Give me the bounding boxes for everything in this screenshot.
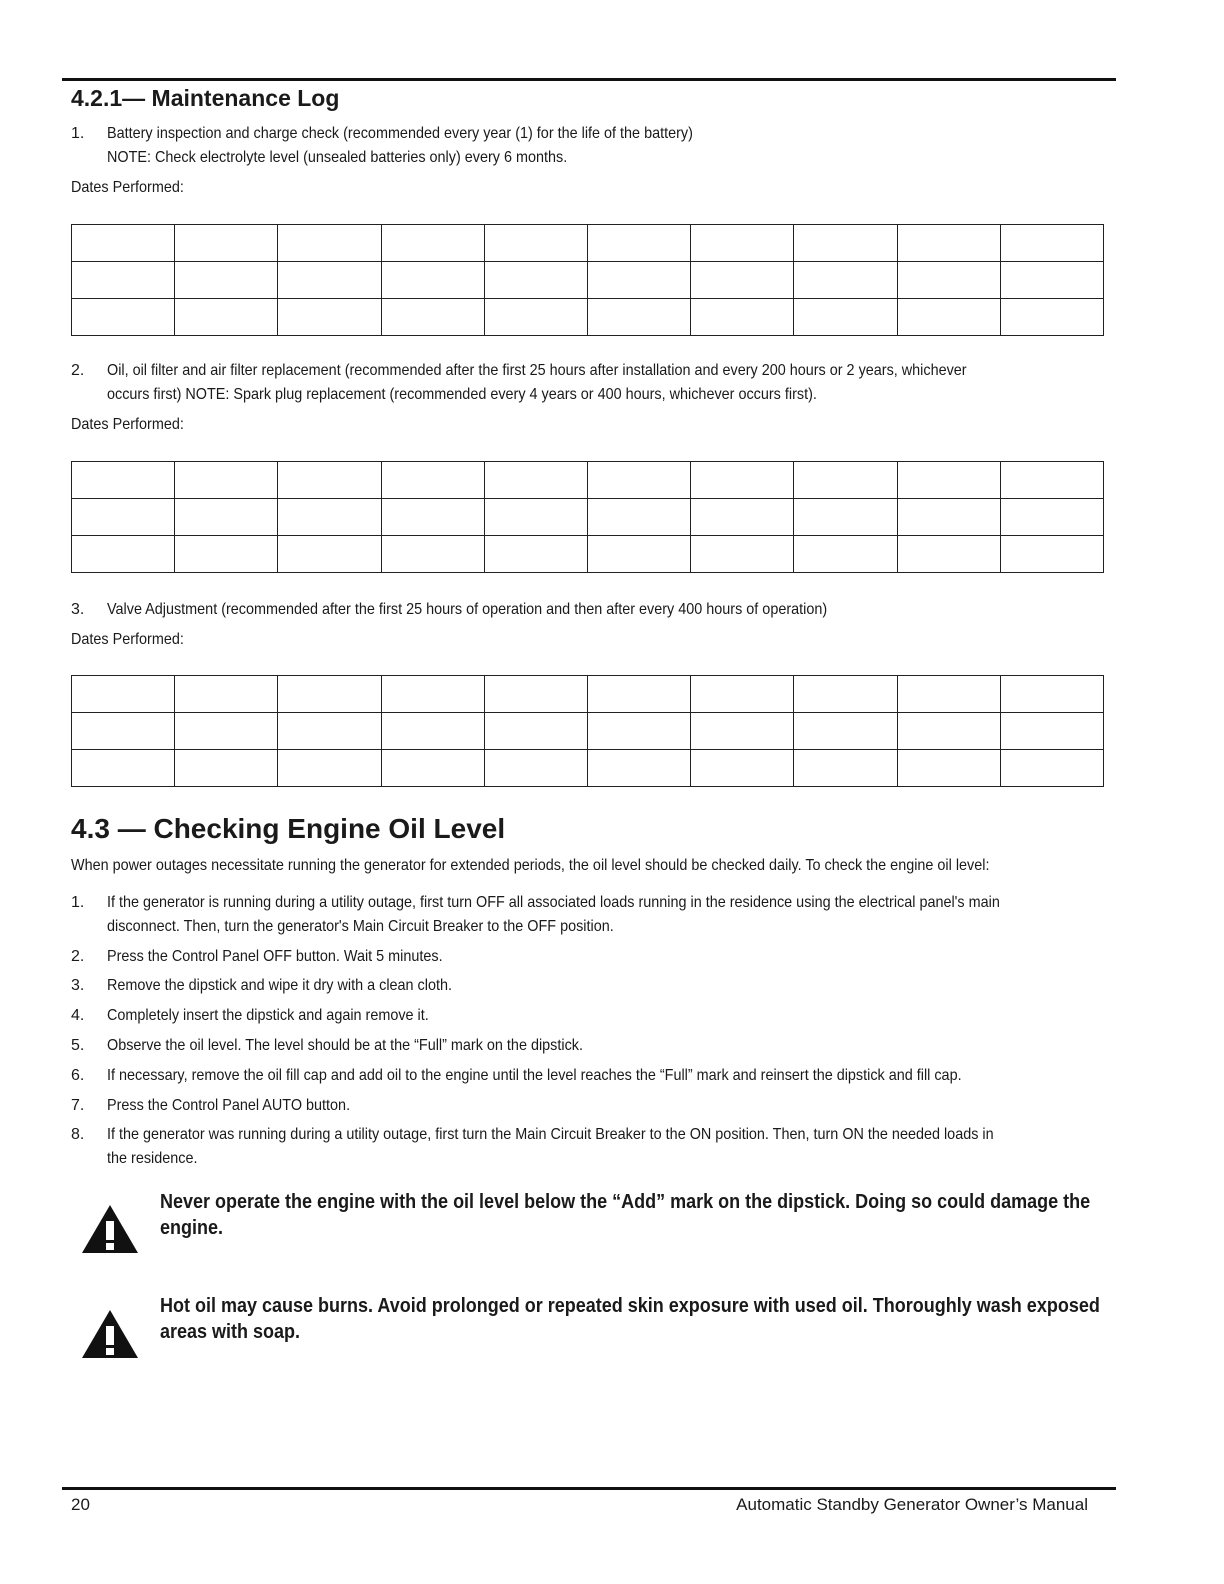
step-text: If the generator is running during a utility outage, first turn OFF all associated loads running in the residence using the electrical panel's main: [107, 894, 1000, 911]
footer-rule: [62, 1487, 1116, 1490]
step-text: Observe the oil level. The level should be at the “Full” mark on the dipstick.: [107, 1037, 583, 1054]
maintenance-log-table-battery: [71, 224, 1104, 336]
item-number: 1.: [71, 125, 85, 142]
step-number: 6.: [71, 1067, 85, 1084]
top-rule: [62, 78, 1116, 81]
step-text: If the generator was running during a utility outage, first turn the Main Circuit Breaker to the ON position. Then, turn ON the needed loads in: [107, 1126, 994, 1143]
warning-text: Hot oil may cause burns. Avoid prolonged or repeated skin exposure with used oil. Thoroughly wash exposed: [160, 1295, 1100, 1317]
step-number: 2.: [71, 948, 85, 965]
warning-text: Never operate the engine with the oil level below the “Add” mark on the dipstick. Doing so could damage the: [160, 1191, 1091, 1213]
step-text: Remove the dipstick and wipe it dry with a clean cloth.: [107, 977, 452, 994]
warning-triangle-icon: [80, 1203, 140, 1255]
warning-text: engine.: [160, 1217, 224, 1239]
step-number: 8.: [71, 1126, 85, 1143]
checking-oil-heading: 4.3 — Checking Engine Oil Level: [71, 813, 506, 844]
maintenance-log-heading: 4.2.1— Maintenance Log: [71, 85, 340, 111]
warning-text: areas with soap.: [160, 1321, 301, 1343]
maintenance-log-table-oil: [71, 461, 1104, 573]
item-number: 2.: [71, 362, 85, 379]
step-number: 1.: [71, 894, 85, 911]
step-text: disconnect. Then, turn the generator's Main Circuit Breaker to the OFF position.: [107, 918, 614, 935]
page-number: 20: [71, 1495, 90, 1514]
table-row: [72, 676, 1104, 713]
dates-performed-label: Dates Performed:: [71, 179, 184, 196]
intro-paragraph: When power outages necessitate running the generator for extended periods, the oil level should be checked daily. To check the engine oil level:: [71, 857, 990, 874]
item-note: NOTE: Check electrolyte level (unsealed batteries only) every 6 months.: [107, 149, 568, 166]
table-row: [72, 225, 1104, 262]
dates-performed-label: Dates Performed:: [71, 631, 184, 648]
manual-title: Automatic Standby Generator Owner’s Manual: [736, 1495, 1088, 1514]
warning-triangle-icon: [80, 1308, 140, 1360]
table-row: [72, 299, 1104, 336]
step-number: 7.: [71, 1097, 85, 1114]
item-number: 3.: [71, 601, 85, 618]
table-row: [72, 536, 1104, 573]
step-number: 5.: [71, 1037, 85, 1054]
table-row: [72, 462, 1104, 499]
table-row: [72, 750, 1104, 787]
step-text: the residence.: [107, 1150, 198, 1167]
item-text: Battery inspection and charge check (recommended every year (1) for the life of the battery): [107, 125, 693, 142]
item-text: Valve Adjustment (recommended after the first 25 hours of operation and then after every 400 hours of operation): [107, 601, 828, 618]
step-text: Completely insert the dipstick and again remove it.: [107, 1007, 429, 1024]
step-number: 3.: [71, 977, 85, 994]
maintenance-log-table-valve: [71, 675, 1104, 787]
step-text: If necessary, remove the oil fill cap and add oil to the engine until the level reaches the “Full” mark and reinsert the dipstick and fill cap.: [107, 1067, 962, 1084]
table-row: [72, 262, 1104, 299]
item-note: occurs first) NOTE: Spark plug replacement (recommended every 4 years or 400 hours, whichever occurs first).: [107, 386, 817, 403]
step-text: Press the Control Panel OFF button. Wait 5 minutes.: [107, 948, 443, 965]
table-row: [72, 713, 1104, 750]
dates-performed-label: Dates Performed:: [71, 416, 184, 433]
step-number: 4.: [71, 1007, 85, 1024]
item-text: Oil, oil filter and air filter replacement (recommended after the first 25 hours after installation and every 200 hours or 2 years, whichever: [107, 362, 967, 379]
table-row: [72, 499, 1104, 536]
step-text: Press the Control Panel AUTO button.: [107, 1097, 351, 1114]
